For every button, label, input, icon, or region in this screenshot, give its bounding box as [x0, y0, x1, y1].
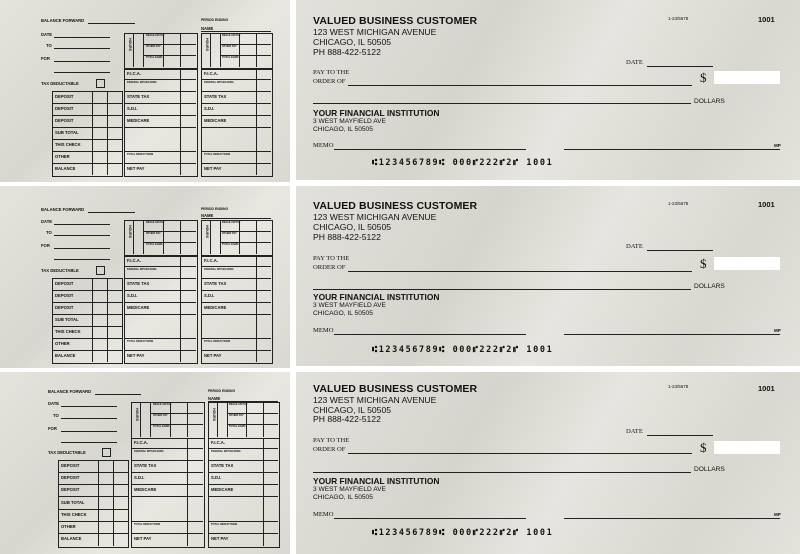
state-tax-label: STATE TAX — [211, 463, 234, 468]
medicare-label: MEDICARE — [134, 487, 157, 492]
bank-address-line2: CHICAGO, IL 50505 — [313, 494, 373, 501]
state-tax-label: STATE TAX — [204, 94, 227, 99]
date-label: DATE — [48, 401, 60, 406]
tax-deductable-checkbox[interactable] — [96, 79, 105, 88]
row-label-sub-total: SUB TOTAL — [55, 317, 79, 322]
row-label-deposit: DEPOSIT — [55, 118, 74, 123]
hours-block-right — [201, 33, 273, 69]
net-pay-label: NET PAY — [204, 353, 222, 358]
net-pay-label: NET PAY — [211, 536, 229, 541]
period-ending-label: PERIOD ENDING — [201, 18, 229, 22]
bank-address-line2: CHICAGO, IL 50505 — [313, 310, 373, 317]
pay-to-label: PAY TO THE — [313, 69, 350, 76]
row-label-deposit: DEPOSIT — [61, 475, 80, 480]
amount-box[interactable] — [714, 441, 780, 454]
sdi-label: S.D.I. — [211, 475, 222, 480]
net-pay-label: NET PAY — [127, 353, 145, 358]
regular-pay-label: REGULAR PAY — [222, 221, 241, 224]
business-address-line1: 123 WEST MICHIGAN AVENUE — [313, 212, 437, 222]
check-2 — [296, 186, 800, 366]
total-earn-label: TOTAL EARN — [146, 56, 163, 59]
regular-pay-label: REGULAR PAY — [222, 34, 241, 37]
to-label: TO — [46, 43, 52, 48]
hours-label: HOURS — [205, 38, 209, 51]
routing-fraction: 1-23/5678 — [668, 384, 689, 389]
row-label-deposit: DEPOSIT — [55, 305, 74, 310]
dollar-sign: $ — [700, 256, 707, 271]
hours-block-left — [124, 220, 198, 256]
fica-label: F.I.C.A. — [134, 440, 148, 445]
other-pay-label: OTHER PAY — [153, 414, 168, 417]
memo-label: MEMO — [313, 511, 334, 518]
federal-withholding-label: FEDERAL WITHOLDING — [134, 450, 164, 453]
balance-forward-label: BALANCE FORWARD — [48, 389, 92, 394]
total-earn-label: TOTAL EARN — [222, 56, 239, 59]
hours-label: HOURS — [135, 408, 139, 421]
order-of-label: ORDER OF — [313, 264, 346, 271]
payee-line[interactable] — [348, 85, 692, 86]
hours-block-left — [131, 402, 205, 439]
federal-withholding-label: FEDERAL WITHOLDING — [204, 81, 234, 84]
state-tax-label: STATE TAX — [134, 463, 157, 468]
row-label-other: OTHER — [55, 154, 70, 159]
date-label: DATE — [41, 219, 53, 224]
micr-line: ⑆123456789⑆ 000⑈222⑈2⑈ 1001 — [372, 528, 554, 538]
stub-3 — [0, 372, 290, 554]
order-of-label: ORDER OF — [313, 78, 346, 85]
balance-forward-label: BALANCE FORWARD — [41, 18, 85, 23]
dollars-label: DOLLARS — [694, 98, 725, 105]
fica-label: F.I.C.A. — [211, 440, 225, 445]
row-label-deposit: DEPOSIT — [61, 463, 80, 468]
date-label: DATE — [626, 243, 643, 250]
total-earn-label: TOTAL EARN — [153, 425, 170, 428]
date-label: DATE — [41, 32, 53, 37]
regular-pay-label: REGULAR PAY — [146, 34, 165, 37]
sdi-label: S.D.I. — [127, 106, 138, 111]
total-deductions-label: TOTAL DEDUCTIONS — [134, 523, 161, 526]
bank-address-line1: 3 WEST MAYFIELD AVE — [313, 302, 386, 309]
business-address-line2: CHICAGO, IL 50505 — [313, 37, 392, 47]
date-line[interactable] — [61, 406, 117, 407]
check-date-line[interactable] — [647, 66, 713, 67]
other-pay-label: OTHER PAY — [146, 45, 161, 48]
business-address-line1: 123 WEST MICHIGAN AVENUE — [313, 395, 437, 405]
row-label-balance: BALANCE — [55, 166, 76, 171]
state-tax-label: STATE TAX — [204, 281, 227, 286]
amount-box[interactable] — [714, 71, 780, 84]
dollar-sign: $ — [700, 440, 707, 455]
signature-line[interactable] — [564, 518, 780, 519]
hours-label: HOURS — [128, 225, 132, 238]
hours-label: HOURS — [212, 408, 216, 421]
row-label-deposit: DEPOSIT — [61, 487, 80, 492]
check-number: 1001 — [758, 200, 775, 209]
row-label-deposit: DEPOSIT — [55, 94, 74, 99]
hours-block-left — [124, 33, 198, 69]
business-phone: PH 888-422-5122 — [313, 47, 381, 57]
memo-line[interactable] — [334, 334, 526, 335]
regular-pay-label: REGULAR PAY — [153, 403, 172, 406]
to-line[interactable] — [54, 48, 110, 49]
bank-address-line1: 3 WEST MAYFIELD AVE — [313, 486, 386, 493]
to-line[interactable] — [54, 235, 110, 236]
row-label-other: OTHER — [55, 341, 70, 346]
check-1 — [296, 0, 800, 180]
date-label: DATE — [626, 428, 643, 435]
name-label: NAME — [201, 26, 214, 31]
row-label-deposit: DEPOSIT — [55, 106, 74, 111]
stub-2 — [0, 186, 290, 368]
for-label: FOR — [48, 426, 57, 431]
business-address-line2: CHICAGO, IL 50505 — [313, 222, 392, 232]
federal-withholding-label: FEDERAL WITHOLDING — [204, 268, 234, 271]
business-phone: PH 888-422-5122 — [313, 232, 381, 242]
routing-fraction: 1-23/5678 — [668, 16, 689, 21]
bank-address-line2: CHICAGO, IL 50505 — [313, 126, 373, 133]
medicare-label: MEDICARE — [204, 118, 227, 123]
date-line[interactable] — [54, 37, 110, 38]
total-deductions-label: TOTAL DEDUCTIONS — [204, 340, 231, 343]
total-deductions-label: TOTAL DEDUCTIONS — [127, 340, 154, 343]
period-ending-label: PERIOD ENDING — [201, 207, 229, 211]
memo-line[interactable] — [334, 149, 526, 150]
row-label-other: OTHER — [61, 524, 76, 529]
row-label-sub-total: SUB TOTAL — [55, 130, 79, 135]
business-name: VALUED BUSINESS CUSTOMER — [313, 200, 478, 212]
for-line[interactable] — [61, 431, 117, 432]
to-label: TO — [53, 413, 59, 418]
business-name: VALUED BUSINESS CUSTOMER — [313, 383, 478, 395]
pay-to-label: PAY TO THE — [313, 255, 350, 262]
memo-label: MEMO — [313, 327, 334, 334]
mp-mark: MP — [774, 512, 781, 517]
dollar-sign: $ — [700, 70, 707, 85]
total-deductions-label: TOTAL DEDUCTIONS — [211, 523, 238, 526]
dollars-label: DOLLARS — [694, 283, 725, 290]
total-deductions-label: TOTAL DEDUCTIONS — [127, 153, 154, 156]
sdi-label: S.D.I. — [204, 106, 215, 111]
to-line[interactable] — [61, 418, 117, 419]
fica-label: F.I.C.A. — [127, 258, 141, 263]
tax-deductable-checkbox[interactable] — [96, 266, 105, 275]
period-ending-label: PERIOD ENDING — [208, 389, 236, 393]
date-line[interactable] — [54, 224, 110, 225]
row-label-balance: BALANCE — [61, 536, 82, 541]
medicare-label: MEDICARE — [211, 487, 234, 492]
bank-name: YOUR FINANCIAL INSTITUTION — [313, 292, 440, 302]
tax-deductable-checkbox[interactable] — [102, 448, 111, 457]
fica-label: F.I.C.A. — [204, 258, 218, 263]
net-pay-label: NET PAY — [127, 166, 145, 171]
other-pay-label: OTHER PAY — [146, 232, 161, 235]
payee-line[interactable] — [348, 271, 692, 272]
net-pay-label: NET PAY — [134, 536, 152, 541]
micr-line: ⑆123456789⑆ 000⑈222⑈2⑈ 1001 — [372, 158, 554, 168]
for-label: FOR — [41, 243, 50, 248]
row-label-this-check: THIS CHECK — [55, 142, 81, 147]
medicare-label: MEDICARE — [204, 305, 227, 310]
state-tax-label: STATE TAX — [127, 94, 150, 99]
routing-fraction: 1-23/5678 — [668, 201, 689, 206]
hours-label: HOURS — [205, 225, 209, 238]
deductions-left — [131, 438, 205, 548]
other-pay-label: OTHER PAY — [229, 414, 244, 417]
payee-line[interactable] — [348, 453, 692, 454]
mp-mark: MP — [774, 143, 781, 148]
for-line[interactable] — [54, 248, 110, 249]
regular-pay-label: REGULAR PAY — [229, 403, 248, 406]
date-label: DATE — [626, 59, 643, 66]
check-number: 1001 — [758, 384, 775, 393]
fica-label: F.I.C.A. — [127, 71, 141, 76]
row-label-deposit: DEPOSIT — [55, 293, 74, 298]
row-label-this-check: THIS CHECK — [61, 512, 87, 517]
mp-mark: MP — [774, 328, 781, 333]
fica-label: F.I.C.A. — [204, 71, 218, 76]
tax-deductable-label: TAX DEDUCTABLE — [41, 268, 79, 273]
business-address-line1: 123 WEST MICHIGAN AVENUE — [313, 27, 437, 37]
federal-withholding-label: FEDERAL WITHOLDING — [127, 268, 157, 271]
tax-deductable-label: TAX DEDUCTABLE — [48, 450, 86, 455]
other-pay-label: OTHER PAY — [222, 45, 237, 48]
memo-line[interactable] — [334, 518, 526, 519]
order-of-label: ORDER OF — [313, 446, 346, 453]
medicare-label: MEDICARE — [127, 118, 150, 123]
other-pay-label: OTHER PAY — [222, 232, 237, 235]
name-label: NAME — [201, 213, 214, 218]
sdi-label: S.D.I. — [134, 475, 145, 480]
regular-pay-label: REGULAR PAY — [146, 221, 165, 224]
amount-words-line[interactable] — [313, 472, 691, 473]
pay-to-label: PAY TO THE — [313, 437, 350, 444]
hours-block-right — [201, 220, 273, 256]
row-label-this-check: THIS CHECK — [55, 329, 81, 334]
state-tax-label: STATE TAX — [127, 281, 150, 286]
check-date-line[interactable] — [647, 250, 713, 251]
row-label-deposit: DEPOSIT — [55, 281, 74, 286]
row-label-sub-total: SUB TOTAL — [61, 500, 85, 505]
dollars-label: DOLLARS — [694, 466, 725, 473]
hours-label: HOURS — [128, 38, 132, 51]
amount-box[interactable] — [714, 257, 780, 270]
to-label: TO — [46, 230, 52, 235]
stub-1 — [0, 0, 290, 182]
total-earn-label: TOTAL EARN — [229, 425, 246, 428]
signature-line[interactable] — [564, 149, 780, 150]
hours-block-right — [208, 402, 280, 439]
business-address-line2: CHICAGO, IL 50505 — [313, 405, 392, 415]
name-label: NAME — [208, 396, 221, 401]
federal-withholding-label: FEDERAL WITHOLDING — [211, 450, 241, 453]
signature-line[interactable] — [564, 334, 780, 335]
amount-words-line[interactable] — [313, 103, 691, 104]
bank-address-line1: 3 WEST MAYFIELD AVE — [313, 118, 386, 125]
business-name: VALUED BUSINESS CUSTOMER — [313, 15, 478, 27]
tax-deductable-label: TAX DEDUCTABLE — [41, 81, 79, 86]
micr-line: ⑆123456789⑆ 000⑈222⑈2⑈ 1001 — [372, 345, 554, 355]
total-earn-label: TOTAL EARN — [146, 243, 163, 246]
for-label: FOR — [41, 56, 50, 61]
check-date-line[interactable] — [647, 435, 713, 436]
sdi-label: S.D.I. — [204, 293, 215, 298]
row-label-balance: BALANCE — [55, 353, 76, 358]
net-pay-label: NET PAY — [204, 166, 222, 171]
bank-name: YOUR FINANCIAL INSTITUTION — [313, 108, 440, 118]
sdi-label: S.D.I. — [127, 293, 138, 298]
federal-withholding-label: FEDERAL WITHOLDING — [127, 81, 157, 84]
bank-name: YOUR FINANCIAL INSTITUTION — [313, 476, 440, 486]
balance-forward-label: BALANCE FORWARD — [41, 207, 85, 212]
deductions-right — [208, 438, 280, 548]
check-number: 1001 — [758, 15, 775, 24]
check-3 — [296, 372, 800, 554]
amount-words-line[interactable] — [313, 289, 691, 290]
total-deductions-label: TOTAL DEDUCTIONS — [204, 153, 231, 156]
memo-label: MEMO — [313, 142, 334, 149]
for-line[interactable] — [54, 61, 110, 62]
total-earn-label: TOTAL EARN — [222, 243, 239, 246]
medicare-label: MEDICARE — [127, 305, 150, 310]
business-phone: PH 888-422-5122 — [313, 414, 381, 424]
